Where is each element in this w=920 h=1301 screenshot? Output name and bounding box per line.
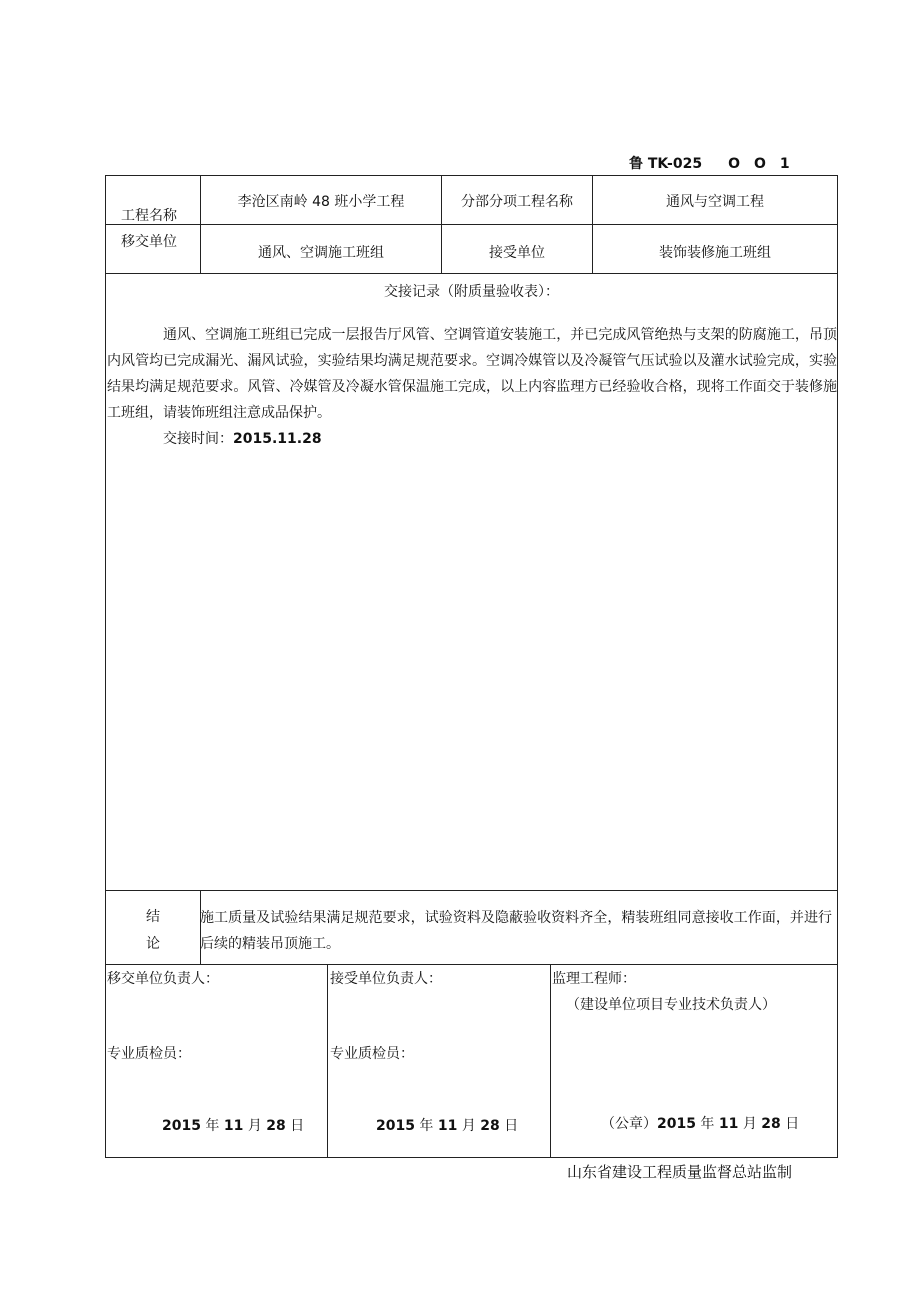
subproject-value: 通风与空调工程 bbox=[666, 194, 764, 210]
sign-date-1: 2015 年 11 月 28 日 bbox=[162, 1118, 305, 1134]
sign-date-3: （公章）2015 年 11 月 28 日 bbox=[601, 1116, 800, 1132]
record-title: 交接记录（附质量验收表）： bbox=[384, 284, 559, 300]
handover-time-label: 交接时间： bbox=[163, 431, 233, 447]
col-divider bbox=[327, 964, 328, 1158]
issuer-footer: 山东省建设工程质量监督总站监制 bbox=[567, 1163, 793, 1181]
receive-unit-label: 接受单位 bbox=[489, 245, 545, 261]
subproject-label: 分部分项工程名称 bbox=[461, 194, 573, 210]
col-divider bbox=[550, 964, 551, 1158]
form-code: 鲁 TK-025 bbox=[629, 156, 703, 172]
project-name-value: 李沧区南岭 48 班小学工程 bbox=[237, 194, 405, 210]
transfer-unit-value: 通风、空调施工班组 bbox=[258, 245, 384, 261]
inspector-label-2: 专业质检员： bbox=[330, 1046, 414, 1062]
conclusion-text: 施工质量及试验结果满足规范要求，试验资料及隐蔽验收资料齐全，精装班组同意接收工作面，并进行后续的精装吊顶施工。 bbox=[200, 910, 832, 952]
record-body bbox=[107, 322, 837, 452]
row-divider bbox=[105, 273, 838, 274]
project-name-label: 工程名称 bbox=[121, 208, 177, 224]
serial-number: OO1 bbox=[728, 156, 804, 172]
receive-head-label: 接受单位负责人： bbox=[330, 971, 442, 987]
transfer-head-label: 移交单位负责人： bbox=[107, 971, 219, 987]
inspector-label-1: 专业质检员： bbox=[107, 1046, 191, 1062]
row-divider bbox=[105, 224, 838, 225]
form-code-row bbox=[629, 153, 804, 173]
handover-time bbox=[107, 426, 837, 452]
conclusion-label-2: 论 bbox=[146, 936, 160, 952]
row-divider bbox=[105, 964, 838, 965]
supervisor-label: 监理工程师： bbox=[552, 971, 636, 987]
receive-unit-value: 装饰装修施工班组 bbox=[659, 245, 771, 261]
sign-date-2: 2015 年 11 月 28 日 bbox=[376, 1118, 519, 1134]
supervisor-note: （建设单位项目专业技术负责人） bbox=[566, 997, 776, 1013]
conclusion-label-1: 结 bbox=[146, 909, 160, 925]
seal-label: （公章） bbox=[601, 1116, 657, 1132]
row-divider bbox=[105, 890, 838, 891]
transfer-unit-label: 移交单位 bbox=[121, 234, 177, 250]
record-paragraph: 通风、空调施工班组已完成一层报告厅风管、空调管道安装施工，并已完成风管绝热与支架的防腐施工，吊顶内风管均已完成漏光、漏风试验，实验结果均满足规范要求。空调冷媒管以及冷凝管气压试验以及灌水试验完成，实验结果均满足规范要求。风管、冷媒管及冷凝水管保温施工完成，以上内容监理方已经验收合格，现将工作面交于装修施工班组，请装饰班组注意成品保护。 bbox=[107, 327, 837, 421]
handover-time-value: 2015.11.28 bbox=[233, 431, 322, 447]
